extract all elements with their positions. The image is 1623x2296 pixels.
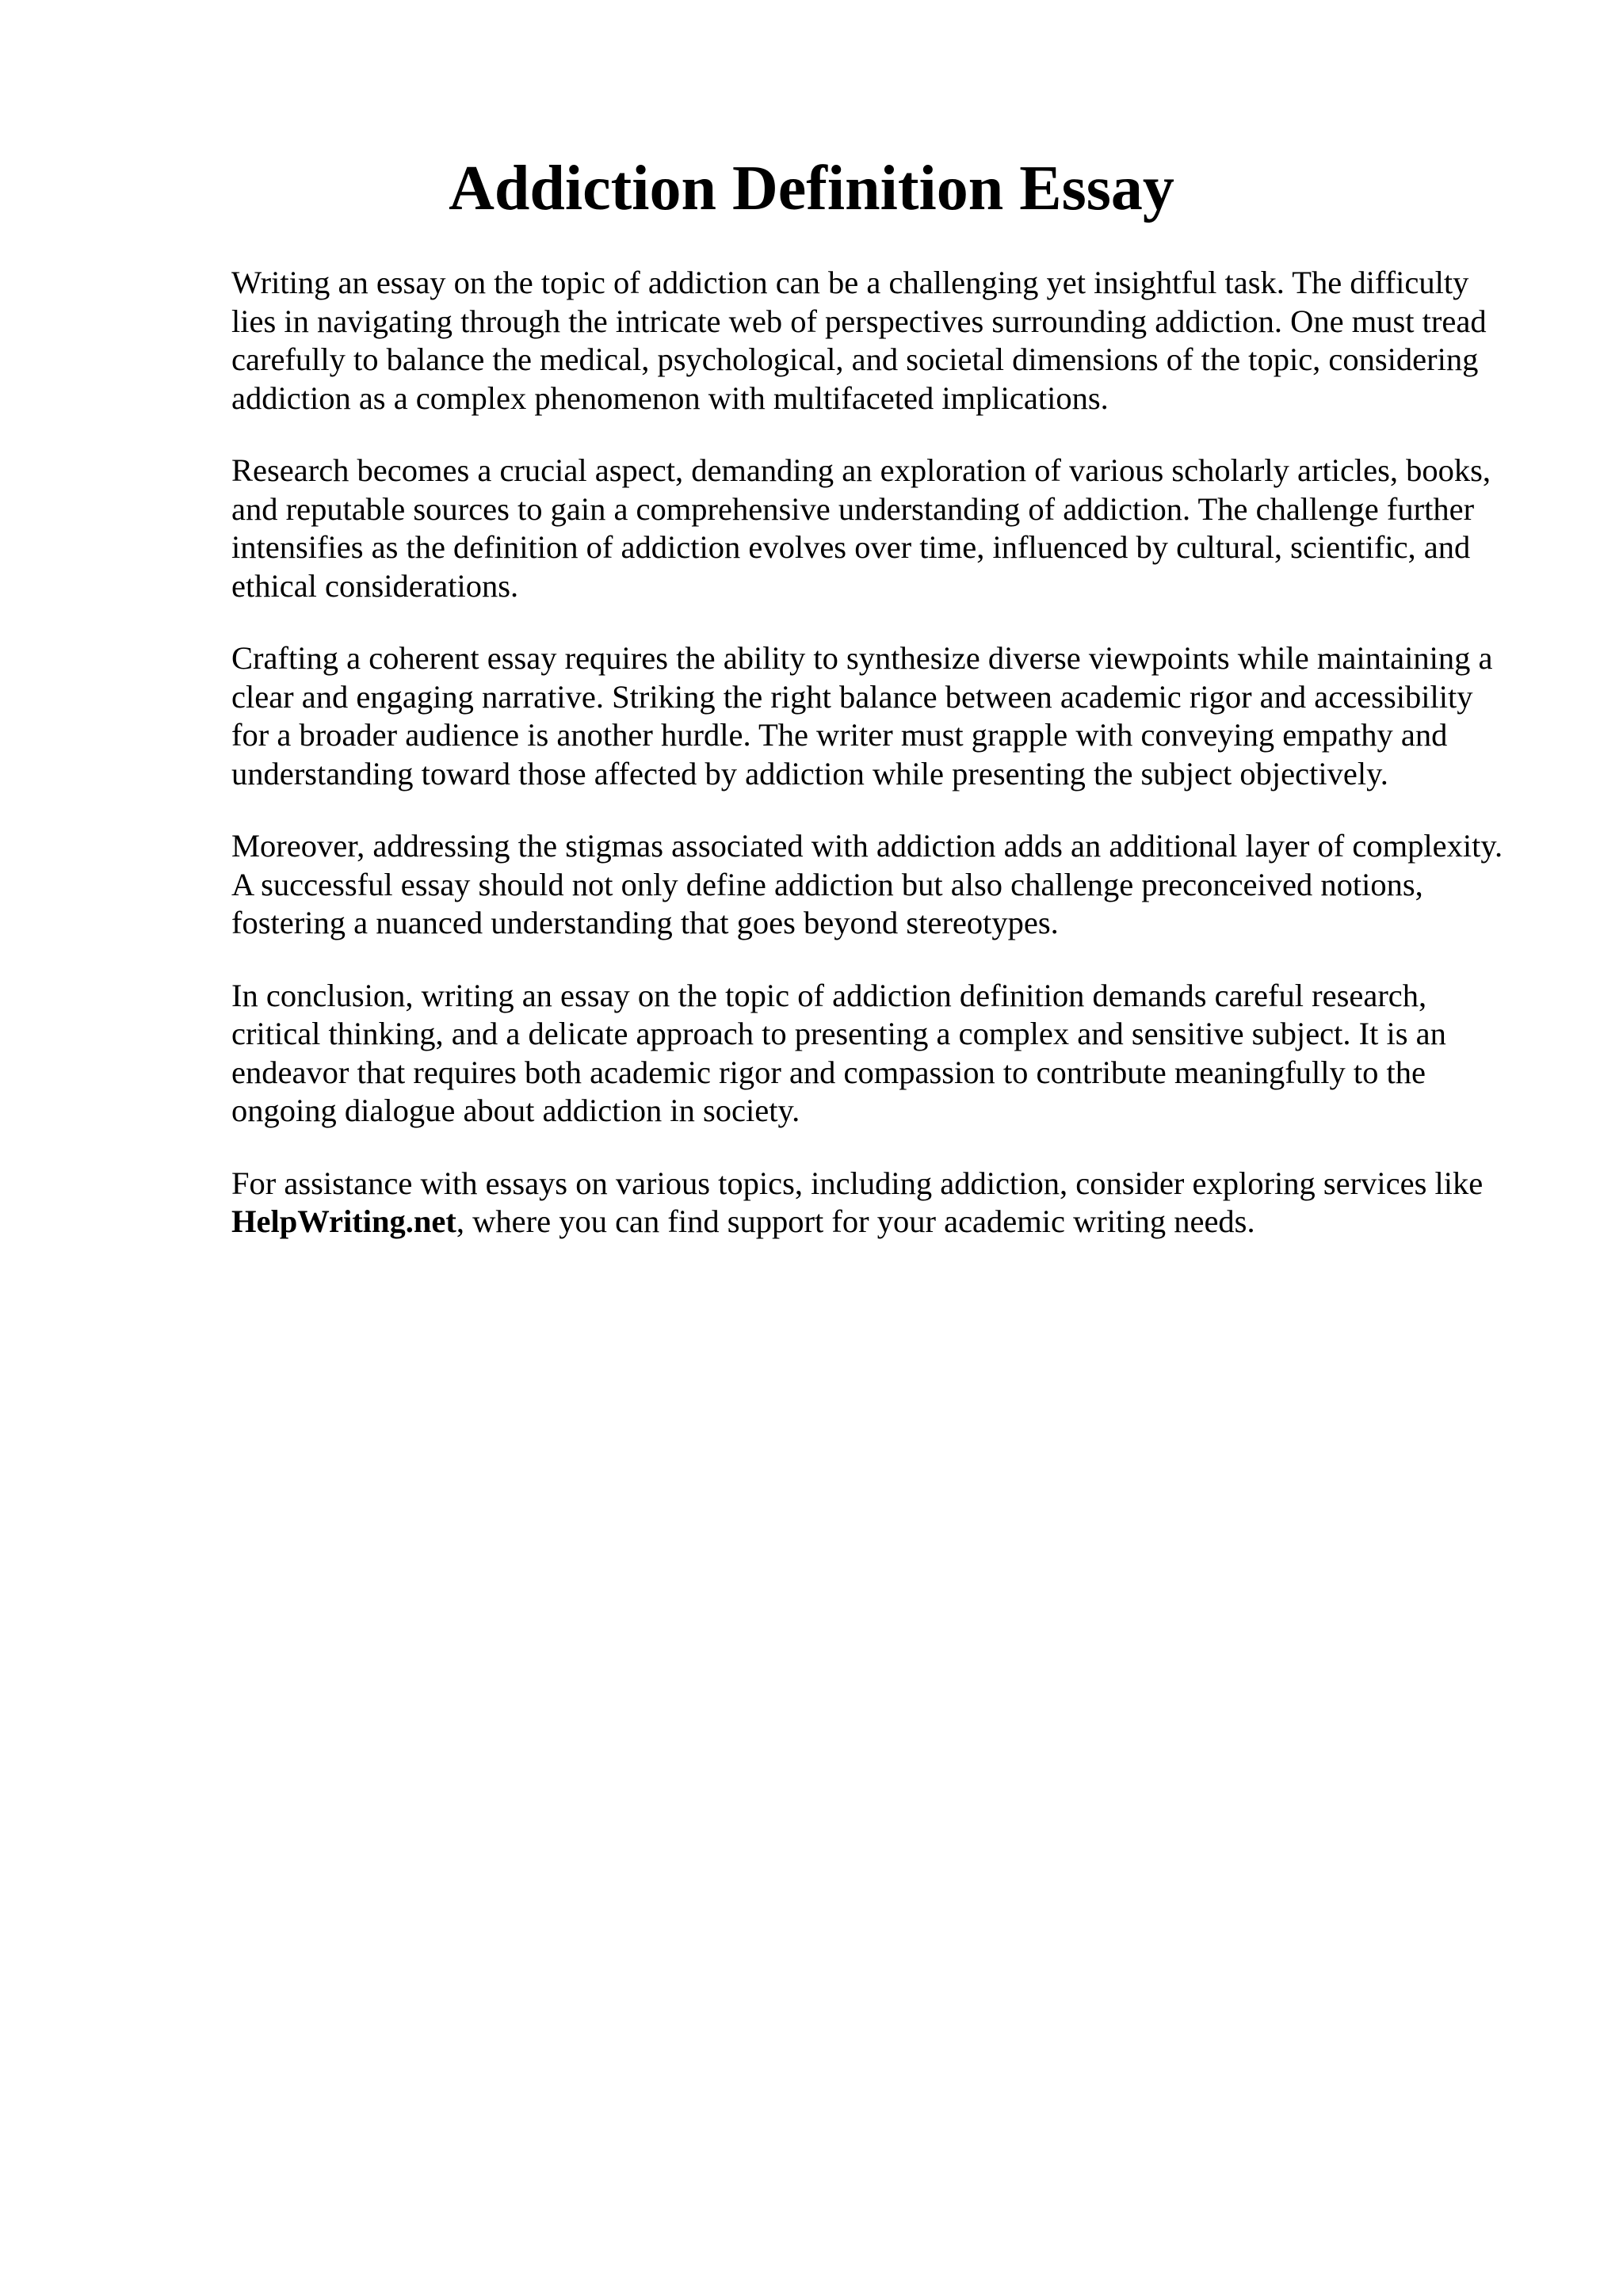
paragraph-1: Writing an essay on the topic of addiction can be a challenging yet insightful task. The difficulty lies in navigating through the intricate web of perspectives surrounding addiction. One must tread carefully to balance the medical, psychological, and societal dimensions of the topic, considering addiction as a complex phenomenon with multifaceted implications. <box>231 265 1487 416</box>
closing-text-before: For assistance with essays on various topics, including addiction, consider exploring services like <box>231 1165 1484 1201</box>
paragraph-5: In conclusion, writing an essay on the topic of addiction definition demands careful research, critical thinking, and a delicate approach to presenting a complex and sensitive subject. It is an endeavor that requires both academic rigor and compassion to contribute meaningfully to the ongoing dialogue about addiction in society. <box>231 977 1446 1128</box>
essay-body <box>231 264 1515 1276</box>
closing-text-after: , where you can find support for your academic writing needs. <box>456 1203 1255 1239</box>
page-title: Addiction Definition Essay <box>449 154 1174 223</box>
closing-paragraph <box>231 1165 1515 1241</box>
helpwriting-link[interactable]: HelpWriting.net <box>231 1203 456 1239</box>
paragraph-3: Crafting a coherent essay requires the ability to synthesize diverse viewpoints while maintaining a clear and engaging narrative. Striking the right balance between academic rigor and accessibility for a broader audience is another hurdle. The writer must grapple with conveying empathy and understanding toward those affected by addiction while presenting the subject objectively. <box>231 640 1493 791</box>
paragraph-4: Moreover, addressing the stigmas associated with addiction adds an additional layer of complexity. A successful essay should not only define addiction but also challenge preconceived notions, fostering a nuanced understanding that goes beyond stereotypes. <box>231 828 1503 940</box>
paragraph-2: Research becomes a crucial aspect, demanding an exploration of various scholarly articles, books, and reputable sources to gain a comprehensive understanding of addiction. The challenge further intensifies as the definition of addiction evolves over time, influenced by cultural, scientific, and ethical considerations. <box>231 452 1491 604</box>
